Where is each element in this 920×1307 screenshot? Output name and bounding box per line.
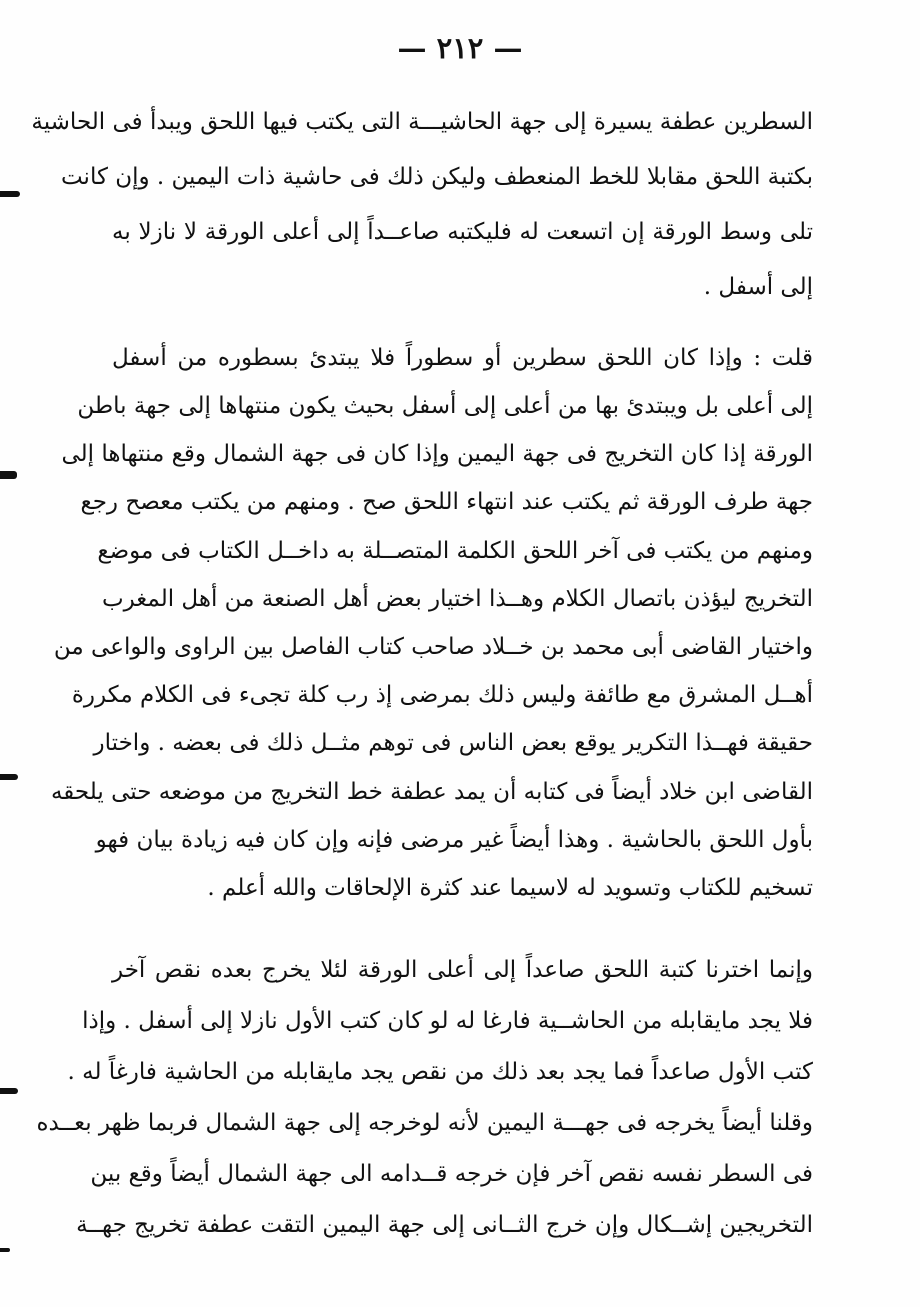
text-line: فلا يجد مايقابله من الحاشــية فارغا له لو كان كتب الأول نازلا إلى أسفل . وإذا bbox=[82, 1008, 813, 1034]
page-number: — ٢١٢ — bbox=[397, 31, 523, 65]
text-line: قلت : وإذا كان اللحق سطرين أو سطوراً فلا يبتدئ بسطوره من أسفل bbox=[112, 345, 813, 371]
text-line: السطرين عطفة يسيرة إلى جهة الحاشيـــة التى يكتب فيها اللحق ويبدأ فى الحاشية bbox=[31, 109, 813, 135]
text-line: القاضى ابن خلاد أيضاً فى كتابه أن يمد عطفة خط التخريج من موضعه حتى يلحقه bbox=[50, 779, 813, 805]
margin-binding-mark bbox=[0, 774, 18, 780]
text-line: إلى أعلى بل ويبتدئ بها من أعلى إلى أسفل بحيث يكون منتهاها إلى جهة باطن bbox=[77, 393, 813, 419]
paragraph-1 bbox=[31, 98, 813, 308]
text-line: فى السطر نفسه نقص آخر فإن خرجه قــدامه الى جهة الشمال أيضاً وقع بين bbox=[90, 1161, 813, 1187]
text-line: واختيار القاضى أبى محمد بن خــلاد صاحب كتاب الفاصل بين الراوى والواعى من bbox=[53, 634, 813, 660]
text-line: تسخيم للكتاب وتسويد له لاسيما عند كثرة الإلحاقات والله أعلم . bbox=[207, 875, 813, 901]
text-line: بأول اللحق بالحاشية . وهذا أيضاً غير مرضى فإنه وإن كان فيه زيادة بيان فهو bbox=[95, 827, 813, 853]
paragraph-3 bbox=[36, 946, 813, 1256]
text-line: أهــل المشرق مع طائفة وليس ذلك بمرضى إذ رب كلة تجىء فى الكلام مكررة bbox=[71, 682, 813, 708]
text-line: وإنما اخترنا كتبة اللحق صاعداً إلى أعلى الورقة لئلا يخرج بعده نقص آخر bbox=[112, 957, 813, 983]
text-line: بكتبة اللحق مقابلا للخط المنعطف وليكن ذلك فى حاشية ذات اليمين . وإن كانت bbox=[60, 164, 813, 190]
text-line: التخريجين إشــكال وإن خرج الثــانى إلى جهة اليمين التقت عطفة تخريج جهــة bbox=[76, 1212, 813, 1238]
margin-binding-mark bbox=[0, 471, 17, 479]
paragraph-2 bbox=[50, 334, 813, 924]
text-line: حقيقة فهــذا التكرير يوقع بعض الناس فى توهم مثــل ذلك فى بعضه . واختار bbox=[93, 730, 813, 756]
text-line: التخريج ليؤذن باتصال الكلام وهــذا اختيار بعض أهل الصنعة من أهل المغرب bbox=[101, 586, 813, 612]
margin-binding-mark bbox=[0, 1088, 18, 1094]
margin-binding-mark bbox=[0, 1248, 10, 1252]
text-line: الورقة إذا كان التخريج فى جهة اليمين وإذا كان فى جهة الشمال وقع منتهاها إلى bbox=[61, 441, 813, 467]
text-line: وقلنا أيضاً يخرجه فى جهـــة اليمين لأنه لوخرجه إلى جهة الشمال فربما ظهر بعــده bbox=[36, 1110, 813, 1136]
text-line: جهة طرف الورقة ثم يكتب عند انتهاء اللحق صح . ومنهم من يكتب معصح رجع bbox=[80, 489, 813, 515]
text-line: تلى وسط الورقة إن اتسعت له فليكتبه صاعــداً إلى أعلى الورقة لا نازلا به bbox=[112, 219, 813, 245]
text-line: كتب الأول صاعداً فما يجد بعد ذلك من نقص يجد مايقابله من الحاشية فارغاً له . bbox=[67, 1059, 813, 1085]
text-line: إلى أسفل . bbox=[703, 274, 813, 300]
text-line: ومنهم من يكتب فى آخر اللحق الكلمة المتصــلة به داخــل الكتاب فى موضع bbox=[97, 538, 813, 564]
margin-binding-mark bbox=[0, 191, 20, 197]
